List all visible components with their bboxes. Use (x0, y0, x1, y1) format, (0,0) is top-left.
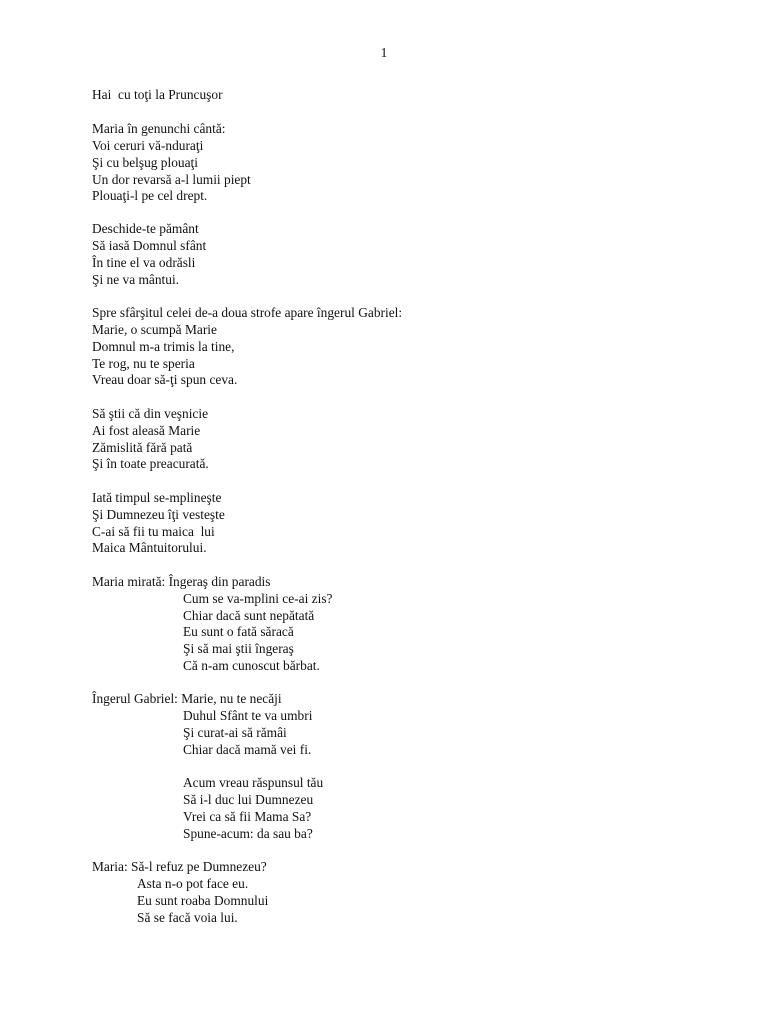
text-line: Ai fost aleasă Marie (92, 423, 201, 438)
text-line: Şi curat-ai să rămâi (183, 725, 287, 740)
text-line: Plouaţi-l pe cel drept. (92, 188, 208, 203)
text-line: Chiar dacă sunt nepătată (183, 608, 315, 623)
text-line: Şi cu belşug plouaţi (92, 155, 199, 170)
text-line: Chiar dacă mamă vei fi. (183, 742, 312, 757)
text-line: Voi ceruri vă-nduraţi (92, 138, 204, 153)
text-line: Eu sunt roaba Domnului (137, 893, 269, 908)
text-line: Să i-l duc lui Dumnezeu (183, 792, 314, 807)
text-line: Îngerul Gabriel: Marie, nu te necăji (92, 691, 282, 706)
text-line: Şi Dumnezeu îţi vesteşte (92, 507, 225, 522)
text-line: Să se facă voia lui. (137, 910, 238, 925)
text-line: Să iasă Domnul sfânt (92, 238, 207, 253)
page-number: 1 (380, 45, 388, 60)
text-line: Spre sfârşitul celei de-a doua strofe apare îngerul Gabriel: (92, 305, 403, 320)
text-line: Că n-am cunoscut bărbat. (183, 658, 320, 673)
text-line: Acum vreau răspunsul tău (183, 775, 324, 790)
text-line: Şi în toate preacurată. (92, 456, 209, 471)
text-line: Spune-acum: da sau ba? (183, 826, 313, 841)
text-line: Maria în genunchi cântă: (92, 121, 226, 136)
text-line: Şi să mai ştii îngeraş (183, 641, 294, 656)
text-line: Iată timpul se-mplineşte (92, 490, 222, 505)
text-line: Deschide-te pământ (92, 221, 199, 236)
text-line: Şi ne va mântui. (92, 272, 180, 287)
text-line: Un dor revarsă a-l lumii piept (92, 172, 251, 187)
text-line: Asta n-o pot face eu. (137, 876, 249, 891)
text-line: Eu sunt o fată săracă (183, 624, 294, 639)
text-line: C-ai să fii tu maica lui (92, 524, 215, 539)
text-line: Domnul m-a trimis la tine, (92, 339, 235, 354)
poem-title: Hai cu toţi la Pruncuşor (92, 87, 223, 102)
text-line: Vreau doar să-ţi spun ceva. (92, 372, 238, 387)
text-line: Cum se va-mplini ce-ai zis? (183, 591, 333, 606)
text-line: Maica Mântuitorului. (92, 540, 207, 555)
text-line: Marie, o scumpă Marie (92, 322, 217, 337)
text-line: Să ştii că din veşnicie (92, 406, 209, 421)
text-line: Te rog, nu te speria (92, 356, 195, 371)
text-line: Vrei ca să fii Mama Sa? (183, 809, 312, 824)
text-line: Duhul Sfânt te va umbri (183, 708, 313, 723)
text-line: Zămislită fără pată (92, 440, 193, 455)
text-line: În tine el va odrăsli (92, 255, 196, 270)
text-line: Maria mirată: Îngeraş din paradis (92, 574, 271, 589)
text-line: Maria: Să-l refuz pe Dumnezeu? (92, 859, 267, 874)
